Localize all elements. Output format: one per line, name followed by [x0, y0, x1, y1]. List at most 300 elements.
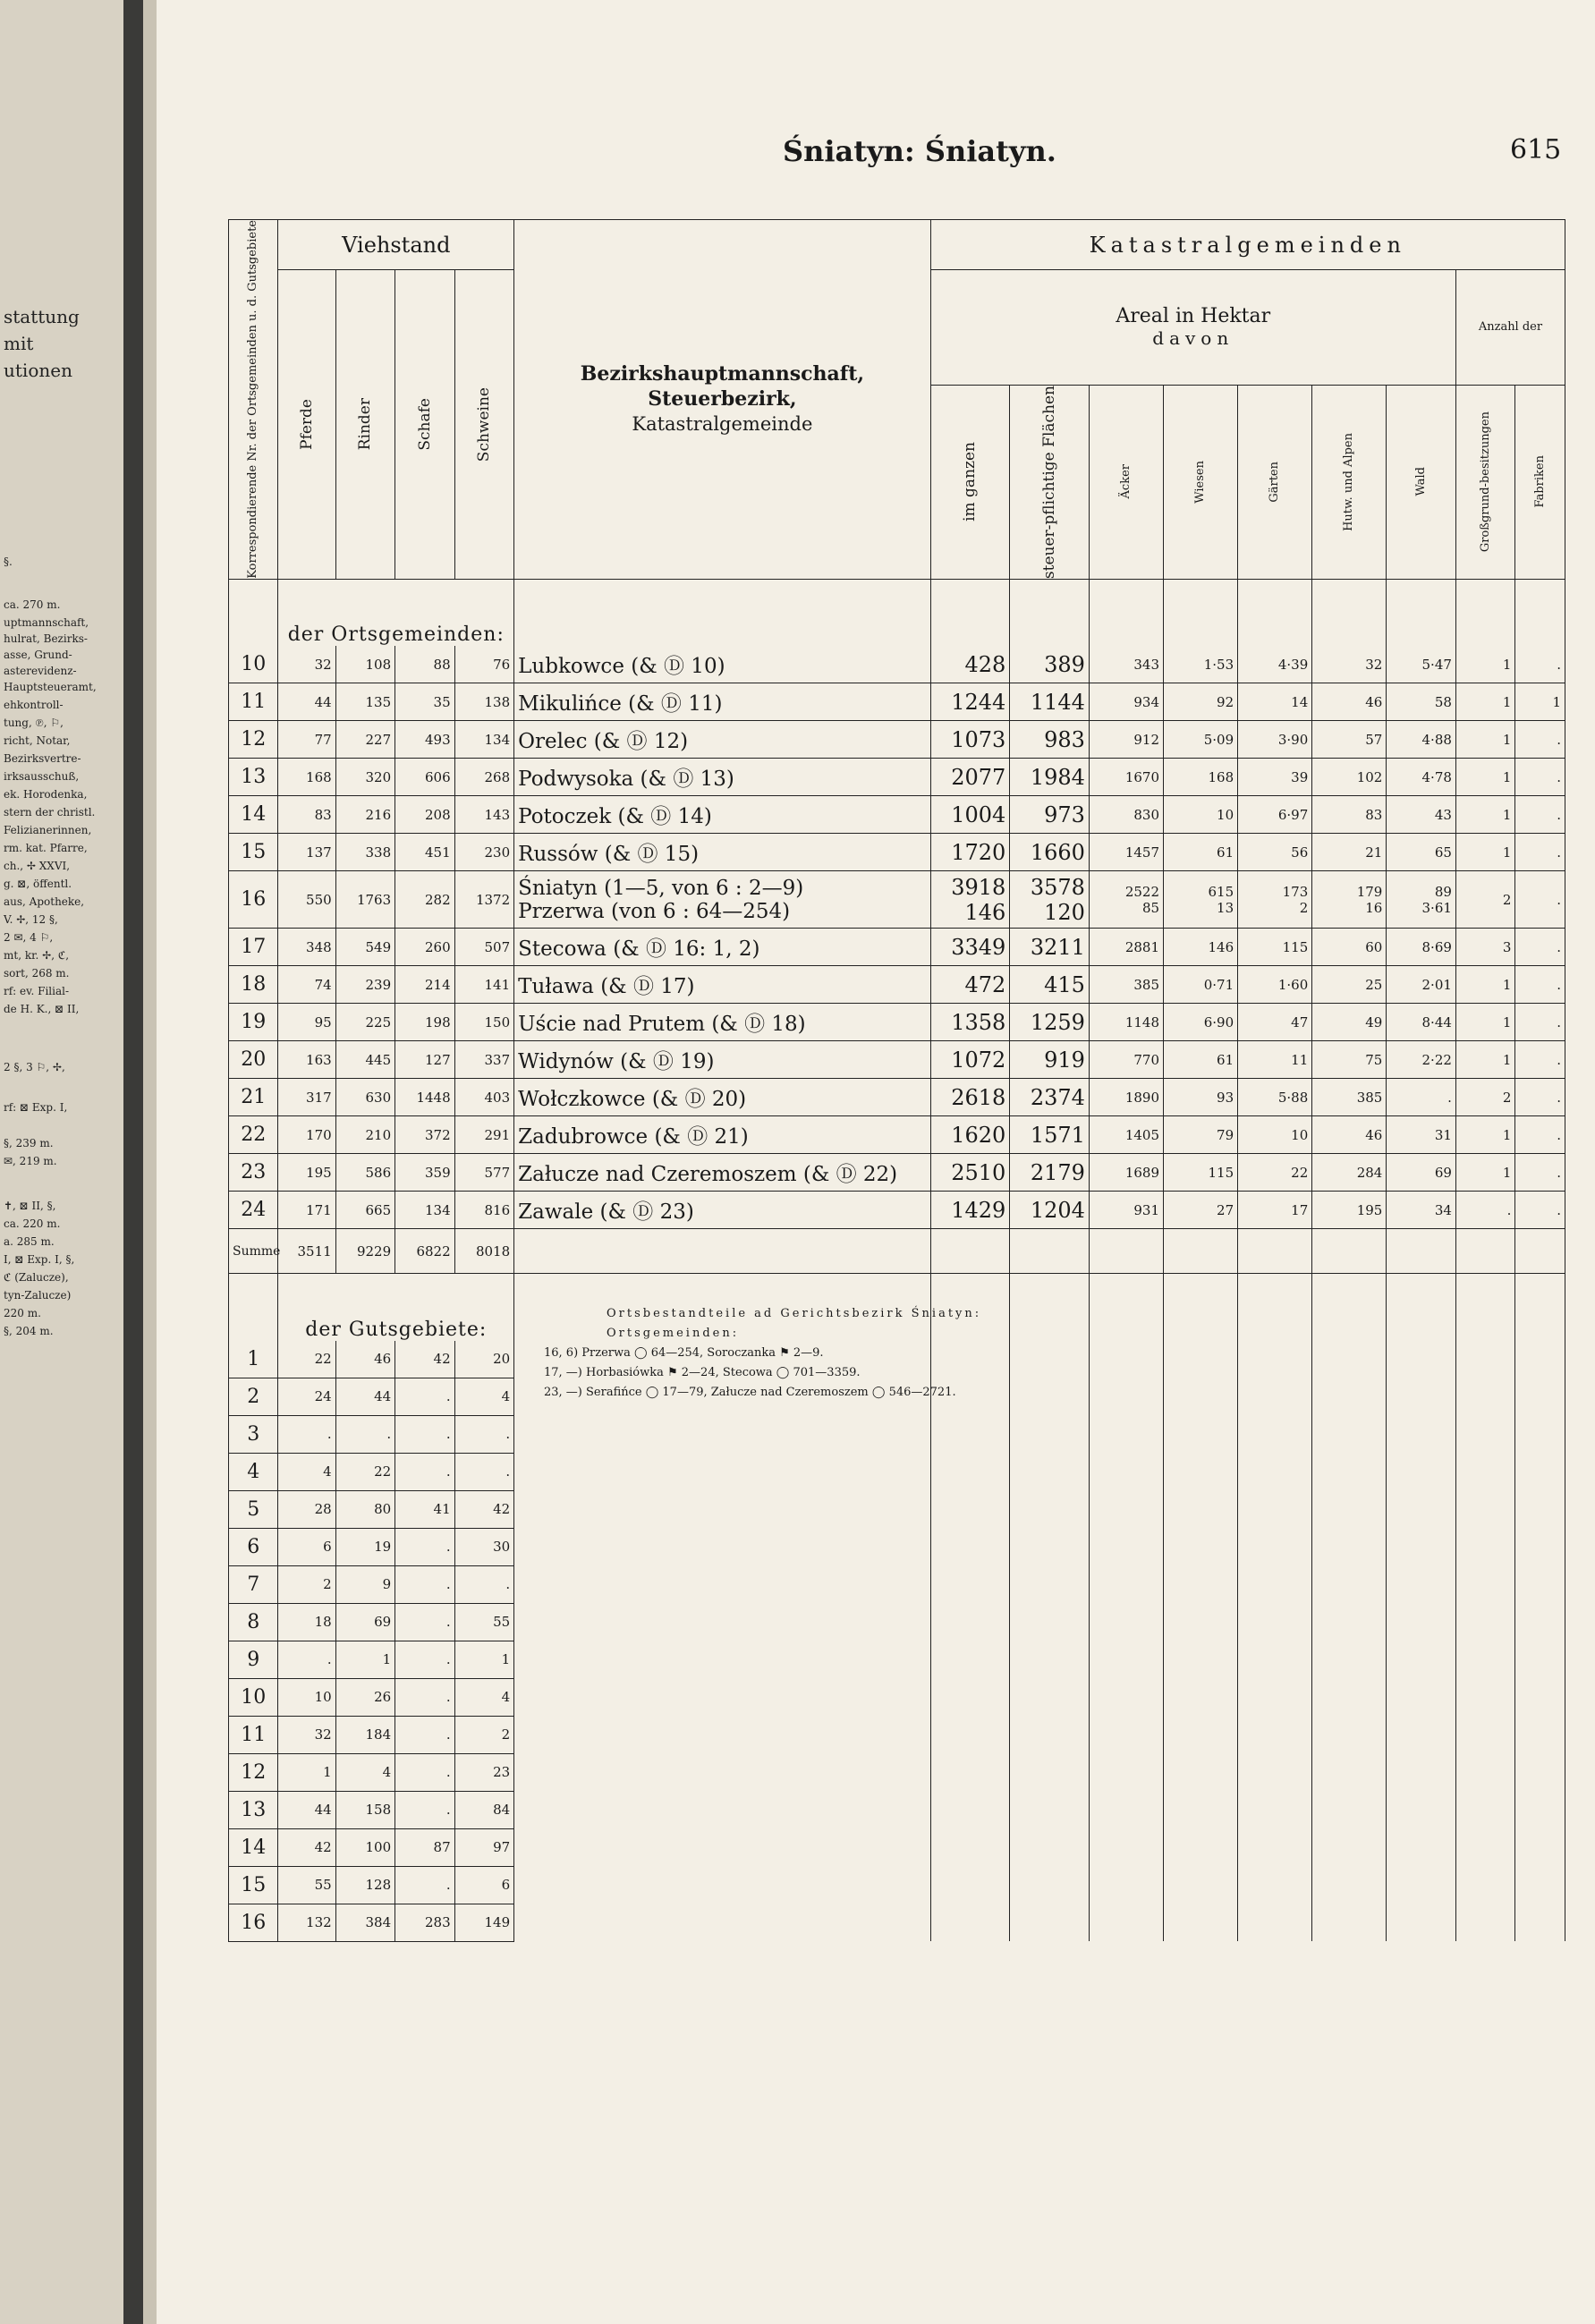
empty-cell: [1312, 1415, 1387, 1453]
pferde-cell: 74: [278, 966, 335, 1004]
schweine-cell: 143: [454, 796, 514, 834]
empty-cell: [1164, 1753, 1238, 1791]
schafe-cell: .: [395, 1678, 454, 1716]
municipality-name: Uście nad Prutem (& Ⓓ 18): [514, 1004, 930, 1041]
areal-header: Areal in Hektar davon: [930, 270, 1455, 386]
row-number: 6: [229, 1528, 278, 1565]
gross-cell: 1: [1455, 1116, 1514, 1154]
empty-cell: [1312, 1678, 1387, 1716]
empty-cell: [1515, 1453, 1565, 1490]
table-row: [229, 834, 1565, 871]
aecker-cell: 912: [1089, 721, 1163, 759]
table-row: [229, 683, 1565, 721]
empty-cell: [1455, 1603, 1514, 1641]
empty-cell: [1164, 1866, 1238, 1904]
municipality-name: Zawale (& Ⓓ 23): [514, 1192, 930, 1229]
footnote-item: 23, —) Serafińce ◯ 17—79, Załucze nad Czeremoszem ◯ 546—2721.: [544, 1386, 956, 1399]
schafe-cell: 260: [395, 929, 454, 966]
empty-cell: [1515, 1229, 1565, 1274]
hutw-cell: 60: [1312, 929, 1387, 966]
row-number: 12: [229, 721, 278, 759]
pferde-cell: 348: [278, 929, 335, 966]
empty-cell: [1455, 1274, 1514, 1341]
pferde-cell: 18: [278, 1603, 335, 1641]
table-row: [229, 1453, 1565, 1490]
empty-cell: [1164, 1603, 1238, 1641]
im-ganzen-header: im ganzen: [930, 385, 1010, 579]
wald-cell: 34: [1387, 1192, 1456, 1229]
wiesen-cell: 61: [1164, 834, 1238, 871]
municipality-name: Zadubrowce (& Ⓓ 21): [514, 1116, 930, 1154]
schafe-cell: .: [395, 1791, 454, 1828]
fabriken-cell: .: [1515, 721, 1565, 759]
empty-cell: [1312, 1341, 1387, 1378]
section-spacer: [229, 1274, 278, 1341]
schweine-cell: .: [454, 1415, 514, 1453]
wiesen-cell: 61: [1164, 1041, 1238, 1079]
rinder-cell: 44: [335, 1378, 395, 1415]
left-page-text: ✉, 219 m.: [4, 1155, 57, 1167]
schafe-cell: 87: [395, 1828, 454, 1866]
rinder-cell: 239: [335, 966, 395, 1004]
schweine-cell: 4: [454, 1378, 514, 1415]
empty-cell: [514, 1565, 930, 1603]
empty-cell: [930, 1904, 1010, 1941]
empty-cell: [1089, 1866, 1163, 1904]
table-row: [229, 1565, 1565, 1603]
municipality-name-line2: Przerwa (von 6 : 64—254): [518, 899, 791, 923]
table-row: [229, 1716, 1565, 1753]
gaerten-cell: 47: [1238, 1004, 1312, 1041]
empty-cell: [1164, 1415, 1238, 1453]
steuerpfl-cell: 1984: [1010, 759, 1090, 796]
left-page-text: rf: ⊠ Exp. I,: [4, 1101, 68, 1114]
empty-cell: [1238, 1791, 1312, 1828]
pferde-cell: 170: [278, 1116, 335, 1154]
schweine-cell: 55: [454, 1603, 514, 1641]
schweine-cell: 507: [454, 929, 514, 966]
footnote-line2: Ortsgemeinden:: [607, 1327, 740, 1340]
gaerten-cell: 11: [1238, 1041, 1312, 1079]
im-ganzen-cell: 1073: [930, 721, 1010, 759]
table-row: [229, 871, 1565, 929]
empty-cell: [1089, 1341, 1163, 1378]
table-row: [229, 1828, 1565, 1866]
steuerpfl-cell: 1571: [1010, 1116, 1090, 1154]
municipality-name: Russów (& Ⓓ 15): [514, 834, 930, 871]
empty-cell: [1238, 1603, 1312, 1641]
section-row: [229, 579, 1565, 646]
left-page-text: asse, Grund-: [4, 649, 72, 661]
row-number: 24: [229, 1192, 278, 1229]
im-ganzen-cell: 1072: [930, 1041, 1010, 1079]
left-page-text: hulrat, Bezirks-: [4, 632, 88, 645]
empty-cell: [1164, 1528, 1238, 1565]
empty-cell: [1515, 1641, 1565, 1678]
hutw-cell-line1: 179: [1356, 883, 1383, 900]
empty-cell: [1010, 1565, 1090, 1603]
empty-cell: [1089, 1791, 1163, 1828]
row-number: 18: [229, 966, 278, 1004]
steuerpfl-cell: 1660: [1010, 834, 1090, 871]
wald-cell: 58: [1387, 683, 1456, 721]
table-row: [229, 1004, 1565, 1041]
anzahl-header: Anzahl der: [1455, 270, 1565, 386]
empty-cell: [1455, 1528, 1514, 1565]
schafe-header: Schafe: [395, 270, 454, 580]
fabriken-cell: .: [1515, 1041, 1565, 1079]
schafe-cell: .: [395, 1378, 454, 1415]
row-number: 14: [229, 796, 278, 834]
rinder-cell: 19: [335, 1528, 395, 1565]
schweine-cell: 268: [454, 759, 514, 796]
wald-cell: 5·47: [1387, 646, 1456, 683]
left-page-text: utionen: [4, 360, 72, 381]
empty-cell: [1515, 579, 1565, 646]
pferde-cell: 42: [278, 1828, 335, 1866]
empty-cell: [1515, 1490, 1565, 1528]
schafe-cell: 134: [395, 1192, 454, 1229]
rinder-cell: 216: [335, 796, 395, 834]
empty-cell: [1387, 579, 1456, 646]
fabriken-cell: .: [1515, 1079, 1565, 1116]
empty-cell: [930, 1229, 1010, 1274]
aecker-cell: 1148: [1089, 1004, 1163, 1041]
empty-cell: [1387, 1828, 1456, 1866]
viehstand-header: Viehstand: [278, 220, 514, 270]
table-row: [229, 1041, 1565, 1079]
row-number: 2: [229, 1378, 278, 1415]
row-number: 4: [229, 1453, 278, 1490]
gross-cell: 1: [1455, 646, 1514, 683]
gross-cell: 1: [1455, 796, 1514, 834]
gross-cell: 1: [1455, 1154, 1514, 1192]
left-page-text: ehkontroll-: [4, 699, 64, 711]
pferde-cell: 163: [278, 1041, 335, 1079]
empty-cell: [1387, 1341, 1456, 1378]
empty-cell: [1312, 1378, 1387, 1415]
gaerten-cell: 115: [1238, 929, 1312, 966]
gross-cell: 1: [1455, 966, 1514, 1004]
empty-cell: [1387, 1753, 1456, 1791]
left-page-text: ca. 270 m.: [4, 598, 61, 611]
empty-cell: [1387, 1378, 1456, 1415]
row-number: 22: [229, 1116, 278, 1154]
municipality-name: Załucze nad Czeremoszem (& Ⓓ 22): [514, 1154, 930, 1192]
left-page-text: sort, 268 m.: [4, 967, 70, 980]
empty-cell: [1455, 1641, 1514, 1678]
aecker-cell: 770: [1089, 1041, 1163, 1079]
rinder-cell: 108: [335, 646, 395, 683]
gross-cell: 1: [1455, 759, 1514, 796]
table-row: [229, 1192, 1565, 1229]
left-page-text: 2 §, 3 ⚐, ✢,: [4, 1061, 65, 1073]
left-page-text: 2 ✉, 4 ⚐,: [4, 931, 54, 944]
empty-cell: [1312, 1904, 1387, 1941]
empty-cell: [1515, 1415, 1565, 1453]
hutw-cell: 195: [1312, 1192, 1387, 1229]
empty-cell: [1387, 1716, 1456, 1753]
empty-cell: [1455, 1490, 1514, 1528]
empty-cell: [1387, 1229, 1456, 1274]
row-number: 20: [229, 1041, 278, 1079]
gross-cell: .: [1455, 1192, 1514, 1229]
empty-cell: [930, 1415, 1010, 1453]
empty-cell: [930, 1603, 1010, 1641]
rinder-cell: 630: [335, 1079, 395, 1116]
schweine-cell: 20: [454, 1341, 514, 1378]
schweine-header: Schweine: [454, 270, 514, 580]
steuerpfl-cell: 1204: [1010, 1192, 1090, 1229]
footnote-item: 16, 6) Przerwa ◯ 64—254, Soroczanka ⚑ 2—9.: [544, 1346, 824, 1360]
empty-cell: [1238, 1229, 1312, 1274]
schafe-cell: 42: [395, 1341, 454, 1378]
left-page-text: Felizianerinnen,: [4, 824, 92, 836]
empty-cell: [1010, 1791, 1090, 1828]
empty-cell: [930, 1565, 1010, 1603]
steuerpfl-cell: 2374: [1010, 1079, 1090, 1116]
empty-cell: [1010, 1641, 1090, 1678]
schweine-cell: 403: [454, 1079, 514, 1116]
empty-cell: [1455, 1904, 1514, 1941]
empty-cell: [1387, 1274, 1456, 1341]
table-row: [229, 759, 1565, 796]
fabriken-cell: .: [1515, 929, 1565, 966]
schafe-cell: 1448: [395, 1079, 454, 1116]
hutw-cell: 75: [1312, 1041, 1387, 1079]
rinder-cell: 135: [335, 683, 395, 721]
rinder-cell: 320: [335, 759, 395, 796]
empty-cell: [1312, 1490, 1387, 1528]
empty-cell: [1515, 1753, 1565, 1791]
schafe-cell: 359: [395, 1154, 454, 1192]
rinder-cell: 1: [335, 1641, 395, 1678]
wald-cell: 4·78: [1387, 759, 1456, 796]
row-number: 13: [229, 1791, 278, 1828]
empty-cell: [1238, 1753, 1312, 1791]
schweine-cell: 6: [454, 1866, 514, 1904]
row-number: 9: [229, 1641, 278, 1678]
empty-cell: [1455, 1565, 1514, 1603]
im-ganzen-cell: 3349: [930, 929, 1010, 966]
empty-cell: [1010, 1490, 1090, 1528]
schafe-cell: .: [395, 1641, 454, 1678]
empty-cell: [1164, 1274, 1238, 1341]
empty-cell: [1387, 1678, 1456, 1716]
korresp-header: Korrespondierende Nr. der Ortsgemeinden u. d. Gutsgebiete: [229, 220, 278, 580]
schweine-cell: 42: [454, 1490, 514, 1528]
hutw-cell: 32: [1312, 646, 1387, 683]
empty-cell: [930, 1678, 1010, 1716]
empty-cell: [1238, 1274, 1312, 1341]
pferde-cell: 95: [278, 1004, 335, 1041]
empty-cell: [1387, 1565, 1456, 1603]
schweine-cell: 2: [454, 1716, 514, 1753]
wald-cell-line2: 3·61: [1421, 899, 1452, 916]
empty-cell: [1455, 1716, 1514, 1753]
empty-cell: [1164, 1453, 1238, 1490]
empty-cell: [930, 1716, 1010, 1753]
aecker-cell: 2881: [1089, 929, 1163, 966]
empty-cell: [1238, 1904, 1312, 1941]
schafe-cell: 88: [395, 646, 454, 683]
empty-cell: [1089, 1678, 1163, 1716]
empty-cell: [514, 1641, 930, 1678]
davon-label: davon: [1152, 327, 1234, 349]
schafe-cell: .: [395, 1603, 454, 1641]
steuerpfl-cell: 415: [1010, 966, 1090, 1004]
empty-cell: [1515, 1828, 1565, 1866]
left-page-text: rf: ev. Filial-: [4, 985, 70, 997]
row-number: 10: [229, 646, 278, 683]
rinder-cell: 227: [335, 721, 395, 759]
row-number: 16: [229, 1904, 278, 1941]
summe-label: Summe: [229, 1229, 278, 1274]
hutw-cell-line2: 16: [1365, 899, 1383, 916]
empty-cell: [930, 1453, 1010, 1490]
gross-cell: 3: [1455, 929, 1514, 966]
empty-cell: [1312, 1791, 1387, 1828]
rinder-cell: 210: [335, 1116, 395, 1154]
left-page-text: tung, ℗, ⚐,: [4, 717, 64, 729]
empty-cell: [1515, 1866, 1565, 1904]
pferde-cell: 195: [278, 1154, 335, 1192]
left-page-text: V. ✢, 12 §,: [4, 913, 58, 926]
empty-cell: [514, 1603, 930, 1641]
steuerpfl-cell-line1: 3578: [1030, 874, 1085, 900]
im-ganzen-cell: 428: [930, 646, 1010, 683]
empty-cell: [1312, 1453, 1387, 1490]
left-page-text: Bezirksvertre-: [4, 752, 81, 765]
wiesen-cell: 79: [1164, 1116, 1238, 1154]
empty-cell: [1164, 1904, 1238, 1941]
rinder-cell: 26: [335, 1678, 395, 1716]
left-page-text: asterevidenz-: [4, 665, 77, 677]
row-number: 12: [229, 1753, 278, 1791]
hutw-cell: 46: [1312, 683, 1387, 721]
empty-cell: [514, 579, 930, 646]
pferde-cell: 77: [278, 721, 335, 759]
steuerpfl-cell: 3211: [1010, 929, 1090, 966]
steuerpfl-cell: 1144: [1010, 683, 1090, 721]
empty-cell: [1164, 1490, 1238, 1528]
schafe-cell: .: [395, 1565, 454, 1603]
municipality-name: Wołczkowce (& Ⓓ 20): [514, 1079, 930, 1116]
wiesen-cell: 0·71: [1164, 966, 1238, 1004]
table-row: [229, 1528, 1565, 1565]
schafe-cell: 493: [395, 721, 454, 759]
empty-cell: [1238, 1453, 1312, 1490]
aecker-cell: 1457: [1089, 834, 1163, 871]
empty-cell: [1164, 1641, 1238, 1678]
empty-cell: [1312, 1716, 1387, 1753]
empty-cell: [514, 1753, 930, 1791]
fabriken-cell: .: [1515, 646, 1565, 683]
pferde-cell: 1: [278, 1753, 335, 1791]
wiesen-cell: 1·53: [1164, 646, 1238, 683]
empty-cell: [1089, 1603, 1163, 1641]
gaerten-cell: 1·60: [1238, 966, 1312, 1004]
empty-cell: [1089, 1378, 1163, 1415]
schafe-cell: 372: [395, 1116, 454, 1154]
row-number: 11: [229, 1716, 278, 1753]
im-ganzen-cell: 2618: [930, 1079, 1010, 1116]
rinder-cell: 184: [335, 1716, 395, 1753]
left-page-text: 220 m.: [4, 1307, 41, 1319]
empty-cell: [1455, 1828, 1514, 1866]
empty-cell: [1089, 1490, 1163, 1528]
hutw-cell: 25: [1312, 966, 1387, 1004]
empty-cell: [1238, 1678, 1312, 1716]
municipality-name: Potoczek (& Ⓓ 14): [514, 796, 930, 834]
empty-cell: [1515, 1341, 1565, 1378]
pferde-cell: 132: [278, 1904, 335, 1941]
im-ganzen-cell: 1004: [930, 796, 1010, 834]
left-page-text: ca. 220 m.: [4, 1217, 61, 1230]
empty-cell: [1387, 1528, 1456, 1565]
row-number: 7: [229, 1565, 278, 1603]
empty-cell: [514, 1528, 930, 1565]
schweine-cell: 230: [454, 834, 514, 871]
wald-cell: [1387, 871, 1456, 929]
steuerpfl-header: steuer-pflichtige Flächen: [1010, 385, 1090, 579]
wald-cell: 4·88: [1387, 721, 1456, 759]
gaerten-cell-line1: 173: [1282, 883, 1309, 900]
wiesen-cell: 27: [1164, 1192, 1238, 1229]
wald-cell: 8·69: [1387, 929, 1456, 966]
im-ganzen-cell-line1: 3918: [951, 874, 1006, 900]
im-ganzen-cell: 1620: [930, 1116, 1010, 1154]
schweine-cell: 1: [454, 1641, 514, 1678]
fabriken-cell: .: [1515, 966, 1565, 1004]
schweine-cell: 149: [454, 1904, 514, 1941]
left-page-text: mt, kr. ✢, ℭ,: [4, 949, 70, 962]
left-page-text: ek. Horodenka,: [4, 788, 88, 801]
empty-cell: [1387, 1641, 1456, 1678]
empty-cell: [514, 1716, 930, 1753]
left-page-text: §.: [4, 556, 13, 568]
left-page-text: irksausschuß,: [4, 770, 80, 783]
table-row: [229, 966, 1565, 1004]
wiesen-cell: 92: [1164, 683, 1238, 721]
left-page-text: §, 204 m.: [4, 1325, 54, 1337]
summe-schweine: 8018: [454, 1229, 514, 1274]
empty-cell: [1089, 1753, 1163, 1791]
wald-cell: 69: [1387, 1154, 1456, 1192]
empty-cell: [1089, 1565, 1163, 1603]
empty-cell: [1238, 579, 1312, 646]
rinder-cell: 445: [335, 1041, 395, 1079]
empty-cell: [1387, 1904, 1456, 1941]
gross-cell: 1: [1455, 1004, 1514, 1041]
aecker-cell: 934: [1089, 683, 1163, 721]
schafe-cell: .: [395, 1716, 454, 1753]
pferde-cell: 44: [278, 683, 335, 721]
ortsgemeinden-label: der Ortsgemeinden:: [278, 579, 514, 646]
municipality-name: Orelec (& Ⓓ 12): [514, 721, 930, 759]
schafe-cell: 451: [395, 834, 454, 871]
steuerpfl-cell: 919: [1010, 1041, 1090, 1079]
empty-cell: [1515, 1565, 1565, 1603]
fabriken-cell: .: [1515, 1004, 1565, 1041]
aecker-cell: 1890: [1089, 1079, 1163, 1116]
left-page-text: tyn-Zalucze): [4, 1289, 72, 1302]
empty-cell: [1455, 1453, 1514, 1490]
wald-cell: 8·44: [1387, 1004, 1456, 1041]
footnote-line1: Ortsbestandteile ad Gerichtsbezirk Śniatyn:: [607, 1307, 982, 1320]
schweine-cell: 76: [454, 646, 514, 683]
table-row: [229, 1866, 1565, 1904]
